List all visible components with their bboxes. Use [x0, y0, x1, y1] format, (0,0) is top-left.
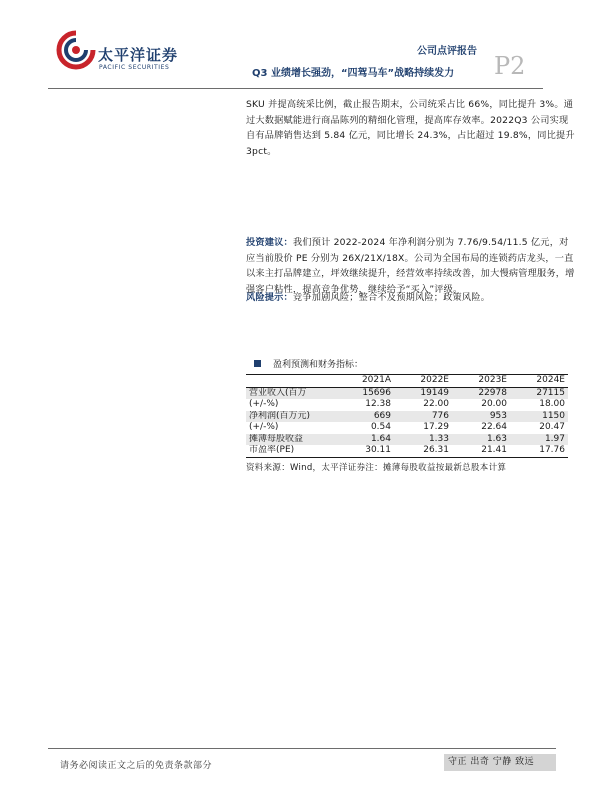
financial-forecast-table [246, 374, 568, 458]
row-label: 净利润(百万元) [246, 411, 336, 423]
row-label: (+/-%) [249, 422, 279, 432]
table-cell: 776 [394, 411, 452, 423]
table-cell: 1.97 [510, 434, 568, 446]
header-cell: 2024E [510, 375, 568, 388]
brand-name-cn: 太平洋证券 [98, 46, 179, 64]
table-source-note: 资料来源：Wind，太平洋证券注：摊薄每股收益按最新总股本计算 [246, 462, 507, 473]
pacific-securities-logo-icon [56, 30, 96, 70]
header-cell: 2021A [336, 375, 394, 388]
paragraph-sku: SKU 并提高统采比例，截止报告期末，公司统采占比 66%，同比提升 3%。通过大数据赋能进行商品陈列的精细化管理，提高库存效率。2022Q3 公司实现自有品牌销售达到 5.84 亿元，同比增长 24.3%，占比超过 19.8%，同比提升 3pct。 [246, 99, 575, 157]
table-caption-text: 盈利预测和财务指标： [273, 360, 364, 370]
header-cell [246, 375, 336, 388]
table-cell: 22978 [452, 387, 510, 399]
table-header-row [246, 375, 568, 388]
table-cell: 27115 [510, 387, 568, 399]
investment-label: 投资建议： [246, 237, 293, 248]
table-cell: 1.33 [394, 434, 452, 446]
row-label: 摊薄每股收益 [246, 434, 336, 446]
table-cell: 22.00 [423, 399, 449, 409]
table-row [246, 445, 568, 457]
table-cell: 0.54 [370, 422, 391, 432]
page-number: P2 [494, 52, 526, 80]
brand-name-en: PACIFIC SECURITIES [99, 64, 170, 71]
table-row [246, 387, 568, 399]
header-cell: 2023E [452, 375, 510, 388]
row-label: 营业收入(百万 [246, 387, 336, 399]
investment-advice [246, 235, 576, 297]
table-cell: 17.76 [510, 445, 568, 457]
table-row [246, 399, 568, 411]
investment-text: 我们预计 2022-2024 年净利润分别为 7.76/9.54/11.5 亿元，对应当前股价 PE 分别为 26X/21X/18X。公司为全国布局的连锁药店龙头，一直以来主打品牌建立，坪效继续提升，经营效率持续改善，加大慢病管理服务，增强客户粘性，提高竞争优势，继续给予“买入”评级。 [246, 237, 575, 295]
table-cell: 20.00 [481, 399, 507, 409]
company-motto: 守正 出奇 宁静 致远 [444, 754, 556, 771]
table-cell: 19149 [394, 387, 452, 399]
square-bullet-icon [254, 360, 261, 367]
table-cell: 1.63 [452, 434, 510, 446]
table-cell: 18.00 [539, 399, 565, 409]
table-cell: 669 [336, 411, 394, 423]
table-cell: 953 [452, 411, 510, 423]
table-row [246, 411, 568, 423]
table-cell: 17.29 [423, 422, 449, 432]
financial-forecast-block [246, 359, 568, 473]
table-cell: 1150 [510, 411, 568, 423]
row-label: 市盈率(PE) [246, 445, 336, 457]
header-cell: 2022E [394, 375, 452, 388]
disclaimer-note: 请务必阅读正文之后的免责条款部分 [60, 761, 213, 771]
table-row [246, 422, 568, 434]
table-cell: 26.31 [394, 445, 452, 457]
table-cell: 20.47 [539, 422, 565, 432]
table-cell: 30.11 [336, 445, 394, 457]
table-cell: 1.64 [336, 434, 394, 446]
table-cell: 12.38 [365, 399, 391, 409]
header-divider [48, 88, 543, 89]
table-cell: 21.41 [452, 445, 510, 457]
table-row [246, 434, 568, 446]
table-cell: 15696 [336, 387, 394, 399]
risk-label: 风险提示： [246, 292, 293, 303]
footer-divider [48, 748, 556, 749]
risk-text: 竞争加剧风险；整合不及预期风险；政策风险。 [292, 292, 491, 303]
report-title: Q3 业绩增长强劲，“四驾马车”战略持续发力 [252, 68, 455, 79]
report-type: 公司点评报告 [417, 46, 477, 57]
table-cell: 22.64 [481, 422, 507, 432]
row-label: (+/-%) [249, 399, 279, 409]
risk-warning [246, 290, 576, 306]
table-caption [246, 359, 568, 372]
